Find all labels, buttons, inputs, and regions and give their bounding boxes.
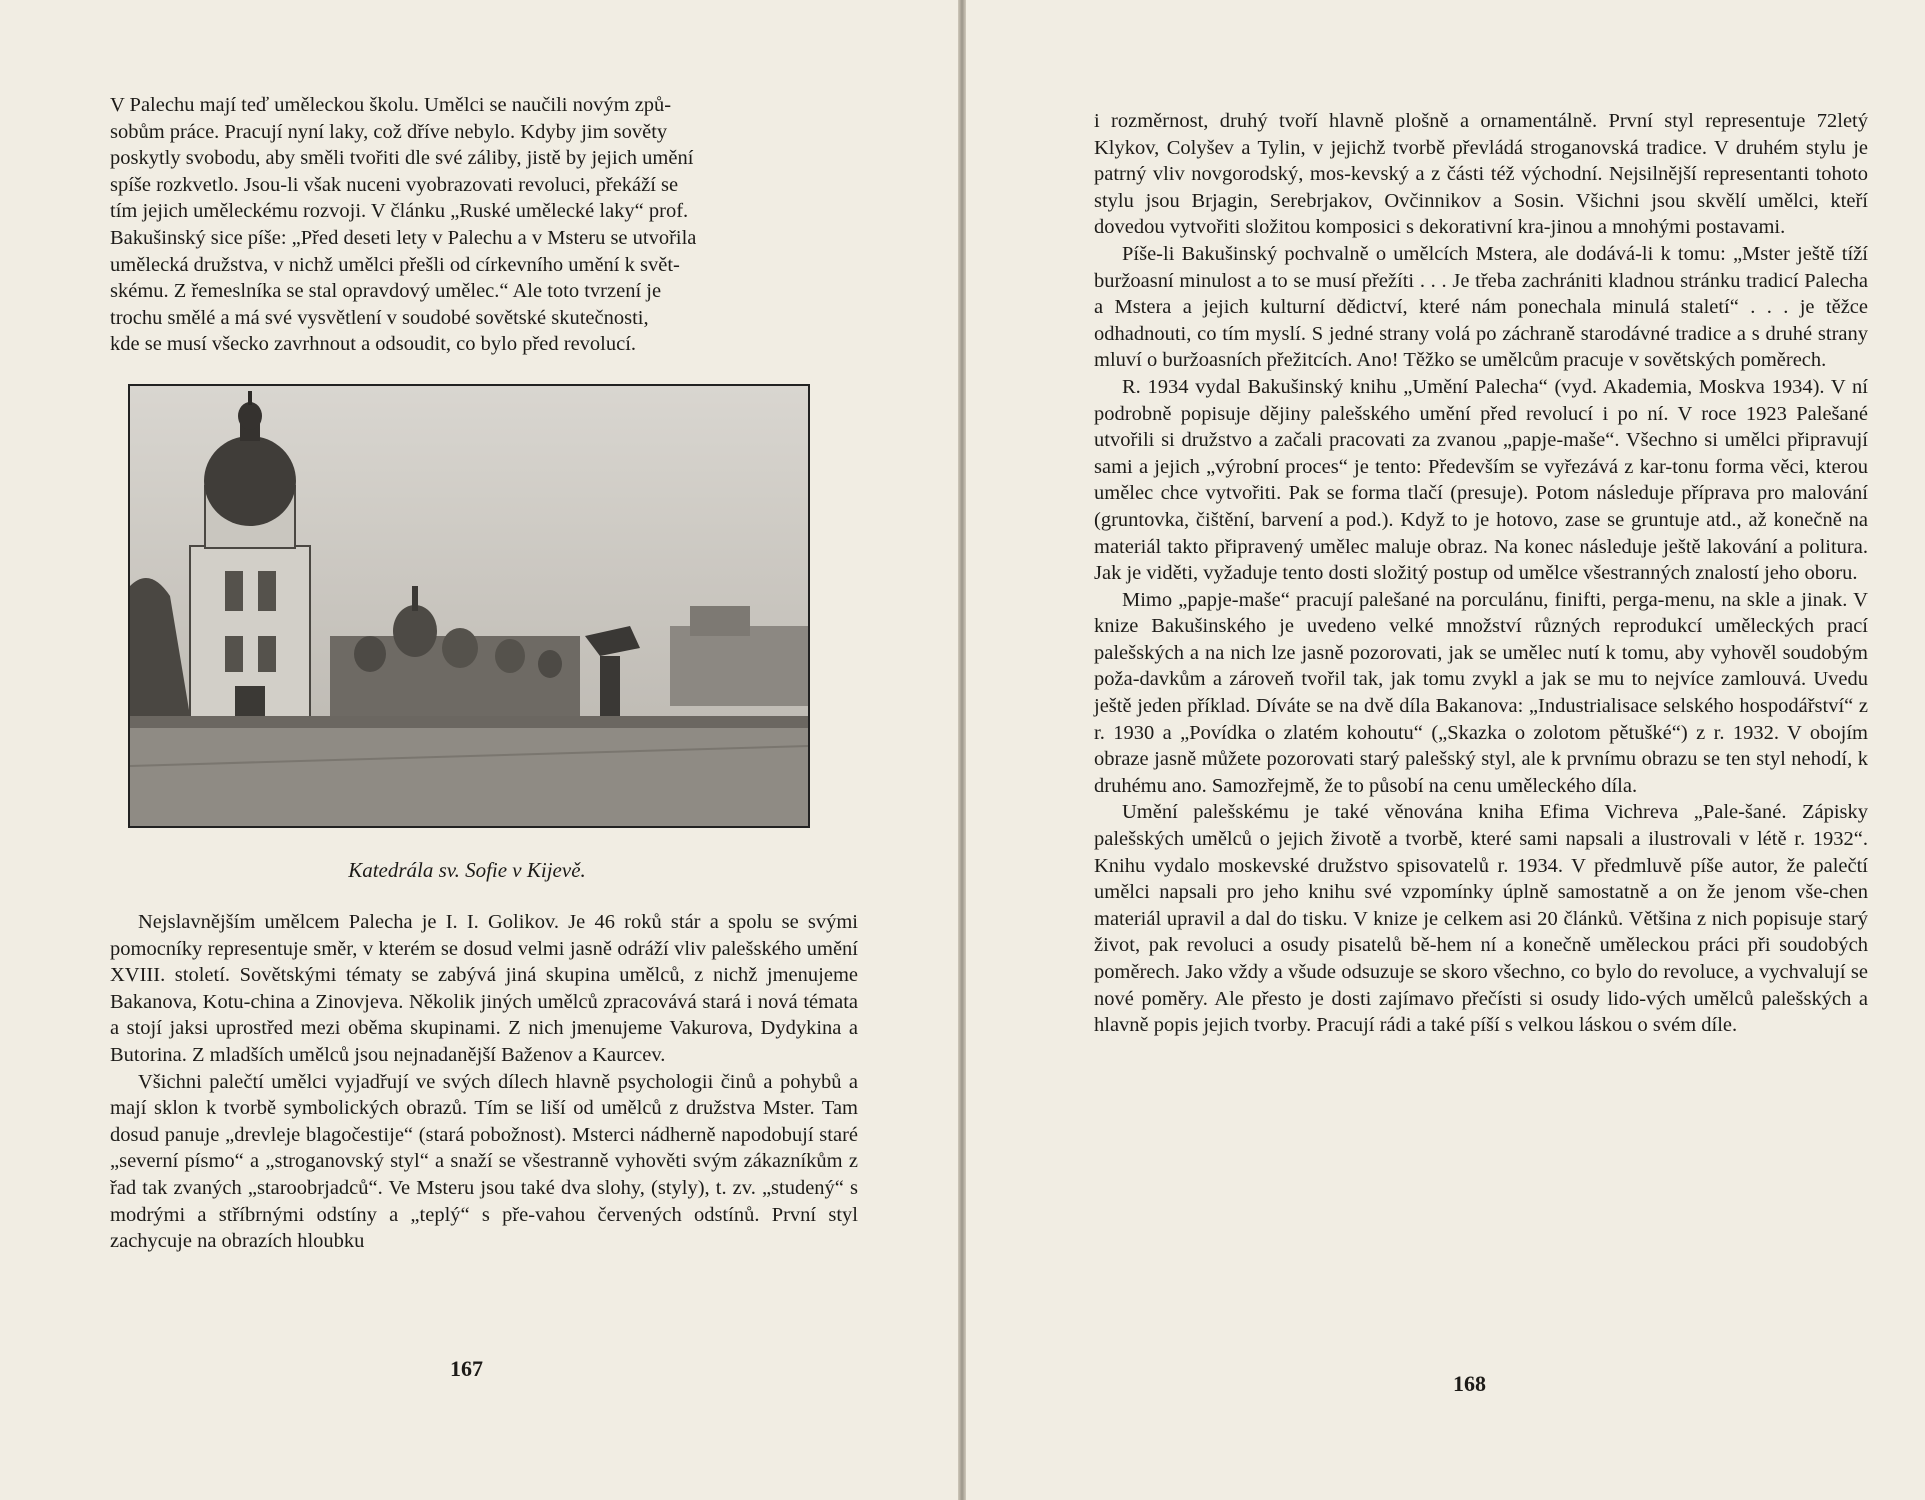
cathedral-illustration <box>130 386 808 826</box>
paragraph: Nejslavnějším umělcem Palecha je I. I. Golikov. Je 46 roků stár a spolu se svými pomocníky representuje směr, v kterém se dosud velmi jasně odráží vliv palešského umění XVIII. století. Sovětskými tématy se zabývá jiná skupina umělců, z nichž jmenujeme Bakanova, Kotu-china a Zinovjeva. Několik jiných umělců zpracovává stará i nová témata a stojí jaksi uprostřed mezi oběma skupinami. Z nich jmenujeme Vakurova, Dydykina a Butorina. Z mladších umělců jsou nejnadanější Baženov a Kaurcev. <box>110 911 858 1066</box>
text-line: spíše rozkvetlo. Jsou-li však nuceni vyobrazovati revoluci, překáží se <box>110 173 679 196</box>
text-line: sobům práce. Pracují nyní laky, což dříve nebylo. Kdyby jim sověty <box>110 120 668 143</box>
paragraph: i rozměrnost, druhý tvoří hlavně plošně a ornamentálně. První styl representuje 72letý Klykov, Colyšev a Tylin, v jejichž tvorbě převládá stroganovská tradice. V druhém stylu je patrný vliv novgorodský, mos-kevský a z části též východní. Nejsilnější representanti tohoto stylu jsou Brjagin, Serebrjakov, Ovčinnikov a Sosin. Všichni jsou skvělí umělci, kteří dovedou vytvořiti složitou komposici s dekorativní kra-jinou a mnohými postavami. <box>1094 110 1868 239</box>
book-gutter <box>958 0 966 1500</box>
left-page <box>0 0 958 1500</box>
cathedral-photo <box>128 384 810 828</box>
paragraph: Všichni palečtí umělci vyjadřují ve svých dílech hlavně psychologii činů a pohybů a mají sklon k tvorbě symbolických obrazů. Tím se liší od umělců z družstva Mster. Tam dosud panuje „drevleje blagočestije“ (stará pobožnost). Msterci nádherně napodobují staré „severní písmo“ a „stroganovský styl“ a snaží se všestranně vyhověti svým zákazníkům z řad tak zvaných „staroobrjadců“. Ve Msteru jsou také dva slohy, (styly), t. zv. „studený“ s modrými a stříbrnými odstíny a „teplý“ s pře-vahou červených odstínů. První styl zachycuje na obrazích hloubku <box>110 1070 858 1253</box>
paragraph: Píše-li Bakušinský pochvalně o umělcích Mstera, ale dodává-li k tomu: „Mster ještě tíží buržoasní minulost a to se musí přežíti . . . Je třeba zachrániti kladnou stránku tradicí Palecha a Mstera a jejich kulturní dědictví, které nám ponechala minulá staletí“ . . . je těžce odhadnouti, co tím myslí. S jedné strany volá po záchraně starodávné tradice a s druhé strany mluví o buržoasních přežitcích. Ano! Těžko se umělcům pracuje v sovětských poměrech. <box>1094 242 1868 372</box>
right-page-text <box>1094 108 1868 1039</box>
text-line: skému. Z řemeslníka se stal opravdový umělec.“ Ale toto tvrzení je <box>110 280 662 303</box>
paragraph: Mimo „papje-maše“ pracují palešané na porculánu, finifti, perga-menu, na skle a jinak. V knize Bakušinského je uvedeno velké množství různých reprodukcí uměleckých prací palešských a na nich lze jasně pozorovati, jak se umělec nutí k tomu, aby vyhověl soudobým poža-davkům a zároveň tvořil tak, jak tomu zvykl a jak se mu to nejvíce zamlouvá. Uvedu ještě jeden příklad. Díváte se na dvě díla Bakanova: „Industrialisace selského hospodářství“ z r. 1930 a „Povídka o zlatém kohoutu“ („Skazka o zolotom pětušké“) z r. 1932. V obojím obraze jasně můžete pozorovati starý palešský styl, ale k prvnímu obrazu se ten styl nehodí, k druhému ano. Samozřejmě, že to působí na cenu uměleckého díla. <box>1094 588 1868 797</box>
page-number: 168 <box>1453 1371 1486 1396</box>
figure-caption: Katedrála sv. Sofie v Kijevě. <box>348 858 586 882</box>
page-number: 167 <box>450 1356 483 1381</box>
text-line: tím jejich uměleckému rozvoji. V článku „Ruské umělecké laky“ prof. <box>110 200 689 223</box>
text-line: umělecká družstva, v nichž umělci přešli od církevního umění k svět- <box>110 253 680 276</box>
text-line: V Palechu mají teď uměleckou školu. Umělci se naučili novým způ- <box>110 94 672 116</box>
paragraph: R. 1934 vydal Bakušinský knihu „Umění Palecha“ (vyd. Akademia, Moskva 1934). V ní podrobně popisuje dějiny palešského umění před revolucí i po ní. V roce 1923 Palešané utvořili si družstvo a začali pracovati za zvanou „papje-maše“. Všechno si umělci připravují sami a jejich „výrobní proces“ je tento: Především se vyřezává z kar-tonu forma věci, kterou umělec chce vytvořiti. Pak se forma tlačí (presuje). Potom následuje příprava pro malování (gruntovka, čištění, barvení a pod.). Když to je hotovo, zase se gruntuje atd., až konečně na materiál takto připravený umělec maluje obraz. Na konec následuje ještě lakování a politura. Jak je viděti, vyžaduje tento dosti složitý postup od umělce všestranných znalostí jeho oboru. <box>1094 375 1868 585</box>
left-page-bottom-text <box>110 909 858 1255</box>
text-line: kde se musí všecko zavrhnout a odsoudit, co bylo před revolucí. <box>110 333 637 356</box>
text-line: Bakušinský sice píše: „Před deseti lety v Palechu a v Msteru se utvořila <box>110 226 697 249</box>
text-line: trochu smělé a má své vysvětlení v soudobé sovětské skutečnosti, <box>110 306 649 329</box>
left-page-top-text <box>110 92 810 358</box>
paragraph: Umění palešskému je také věnována kniha Efima Vichreva „Pale-šané. Zápisky palešských umělců o jejich životě a tvorbě, které sami napsali a ilustrovali v létě r. 1932“. Knihu vydalo moskevské družstvo spisovatelů r. 1934. V předmluvě píše autor, že palečtí umělci napsali pro jeho knihu své vzpomínky úplně samostatně a on že jenom vše-chen materiál upravil a dal do tisku. V knize je celkem asi 20 článků. Většina z nich popisuje starý život, pak revoluci a osudy pisatelů bě-hem ní a konečně uměleckou práci při soudobých poměrech. Jako vždy a všude odsuzuje se skoro všechno, co bylo do revoluce, a vychvalují se nové poměry. Ale přesto je dosti zajímavo přečísti si osudy lido-vých umělců palešských a hlavně popis jejich tvorby. Pracují rádi a také píší s velkou láskou o svém díle. <box>1094 801 1868 1037</box>
text-line: poskytly svobodu, aby směli tvořiti dle své záliby, jistě by jejich umění <box>110 147 694 170</box>
